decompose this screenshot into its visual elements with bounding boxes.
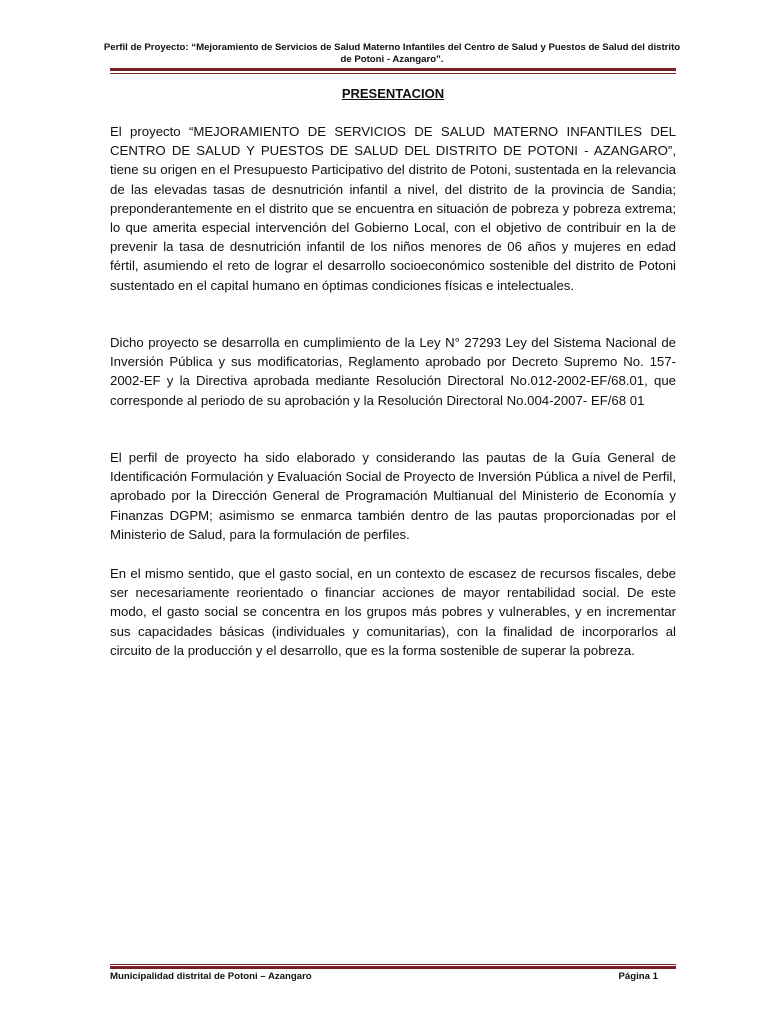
footer-page-number: Página 1 [618,971,658,982]
page-title: PRESENTACION [341,86,445,101]
header-rule-thin [110,73,676,74]
paragraph-2: Dicho proyecto se desarrolla en cumplimiento de la Ley N° 27293 Ley del Sistema Nacional de Inversión Pública y sus modificatorias, Reglamento aprobado por Decreto Supremo No. 157-2002-EF y la Directiva aprobada mediante Resolución Directoral No.012-2002-EF/68.01, que corresponde al periodo de su aprobación y la Resolución Directoral No.004-2007- EF/68 01 [110,335,676,408]
paragraph-4: En el mismo sentido, que el gasto social, en un contexto de escasez de recursos fiscales, debe ser necesariamente reorientado o financiar acciones de mayor rentabilidad social. De este modo, el gasto social se concentra en los grupos más pobres y vulnerables, y en incrementar sus capacidades básicas (individuales y comunitarias), con la finalidad de incorporarlos al circuito de la producción y el desarrollo, que es la forma sostenible de superar la pobreza. [110,566,676,658]
header-rule-thick [110,68,676,71]
footer-municipality: Municipalidad distrital de Potoni – Azangaro [110,971,312,982]
page-header: Perfil de Proyecto: “Mejoramiento de Servicios de Salud Materno Infantiles del Centro de Salud y Puestos de Salud del distrito de Potoni - Azangaro”. [103,42,681,65]
paragraph-3: El perfil de proyecto ha sido elaborado y considerando las pautas de la Guía General de Identificación Formulación y Evaluación Social de Proyecto de Inversión Pública a nivel de Perfil, aprobado por la Dirección General de Programación Multianual del Ministerio de Economía y Finanzas DGPM; asimismo se enmarca también dentro de las pautas proporcionadas por el Ministerio de Salud, para la formulación de perfiles. [110,450,676,542]
footer-rule-thin [110,964,676,965]
footer-rule-thick [110,966,676,969]
paragraph-1: El proyecto “MEJORAMIENTO DE SERVICIOS DE SALUD MATERNO INFANTILES DEL CENTRO DE SALUD Y PUESTOS DE SALUD DEL DISTRITO DE POTONI - AZANGARO”, tiene su origen en el Presupuesto Participativo del distrito de Potoni, sustentada en la relevancia de las elevadas tasas de desnutrición infantil a nivel, del distrito de la provincia de Sandia; preponderantemente en el distrito que se encuentra en situación de pobreza y pobreza extrema; lo que amerita especial intervención del Gobierno Local, con el objetivo de contribuir en la de prevenir la tasa de desnutrición infantil de los niños menores de 06 años y mujeres en edad fértil, asumiendo el reto de lograr el desarrollo socioeconómico sostenible del distrito de Potoni sustentado en el capital humano en óptimas condiciones físicas e intelectuales. [110,124,676,293]
